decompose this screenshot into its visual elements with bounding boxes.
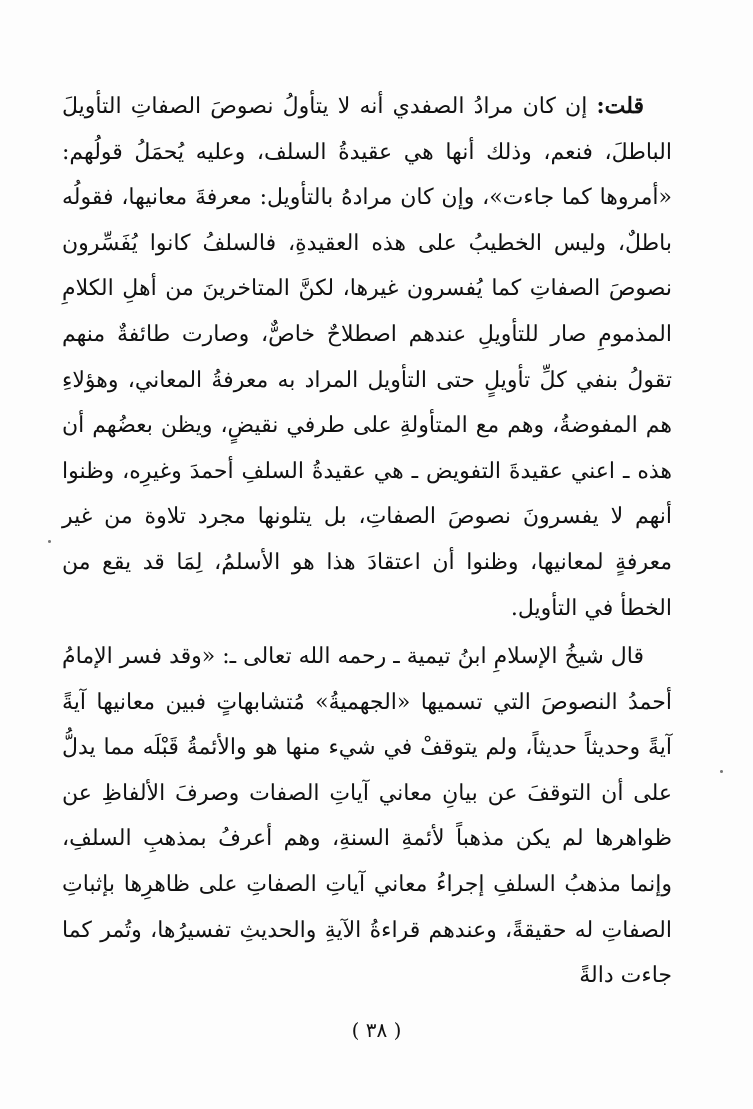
paragraph-1-lead: قلت: bbox=[596, 93, 645, 119]
page-number: ( ٣٨ ) bbox=[351, 1018, 402, 1042]
paragraph-2 bbox=[62, 612, 672, 1021]
paragraph-2-text: قال شيخُ الإسلامِ ابنُ تيمية ـ رحمه الله تعالى ـ: «وقد فسر الإمامُ أحمدُ النصوصَ التي تسميها «الجهميةُ» مُتشابهاتٍ فبين معانيها آيةً آيةً وحديثاً حديثاً، ولم يتوقفْ في شيء منها هو والأئمةُ قَبْلَه مما يدلُّ على أن التوقفَ عن بيانِ معاني آياتِ الصفات وصرفَ الألفاظِ عن ظواهرها لم يكن مذهباً لأئمةِ السنةِ، وهم أعرفُ بمذهبِ السلفِ، وإنما مذهبُ السلفِ إجراءُ معاني آياتِ الصفاتِ على ظاهرِها بإثباتِ الصفاتِ له حقيقةً، وعندهم قراءةُ الآيةِ والحديثِ تفسيرُها، وتُمر كما جاءت دالةً bbox=[62, 644, 672, 989]
paragraph-1-text: إن كان مرادُ الصفدي أنه لا يتأولُ نصوصَ الصفاتِ التأويلَ الباطلَ، فنعم، وذلك أنها هي عقيدةُ السلف، وعليه يُحمَلُ قولُهم: «أمروها كما جاءت»، وإن كان مرادهُ بالتأويل: معرفةَ معانيها، فقولُه باطلٌ، وليس الخطيبُ على هذه العقيدةِ، فالسلفُ كانوا يُفَسِّرون نصوصَ الصفاتِ كما يُفسرون غيرها، لكنَّ المتاخرينَ من أهلِ الكلامِ المذمومِ صار للتأويلِ عندهم اصطلاحٌ خاصٌّ، وصارت طائفةٌ منهم تقولُ بنفي كلِّ تأويلٍ حتى التأويل المراد به معرفةُ المعاني، وهؤلاءِ هم المفوضةُ، وهم مع المتأولةِ على طرفي نقيضٍ، ويظن بعضُهم أن هذه ـ اعني عقيدةَ التفويض ـ هي عقيدةُ السلفِ أحمدَ وغيرِه، وظنوا أنهم لا يفسرونَ نصوصَ الصفاتِ، بل يتلونها مجرد تلاوة من غير معرفةٍ لمعانيها، وظنوا أن اعتقادَ هذا هو الأسلمُ، لِمَا قد يقع من الخطأ في التأويل. bbox=[62, 94, 672, 621]
scan-speck bbox=[720, 770, 723, 773]
scan-speck bbox=[48, 540, 51, 543]
paragraph-1 bbox=[62, 62, 672, 653]
